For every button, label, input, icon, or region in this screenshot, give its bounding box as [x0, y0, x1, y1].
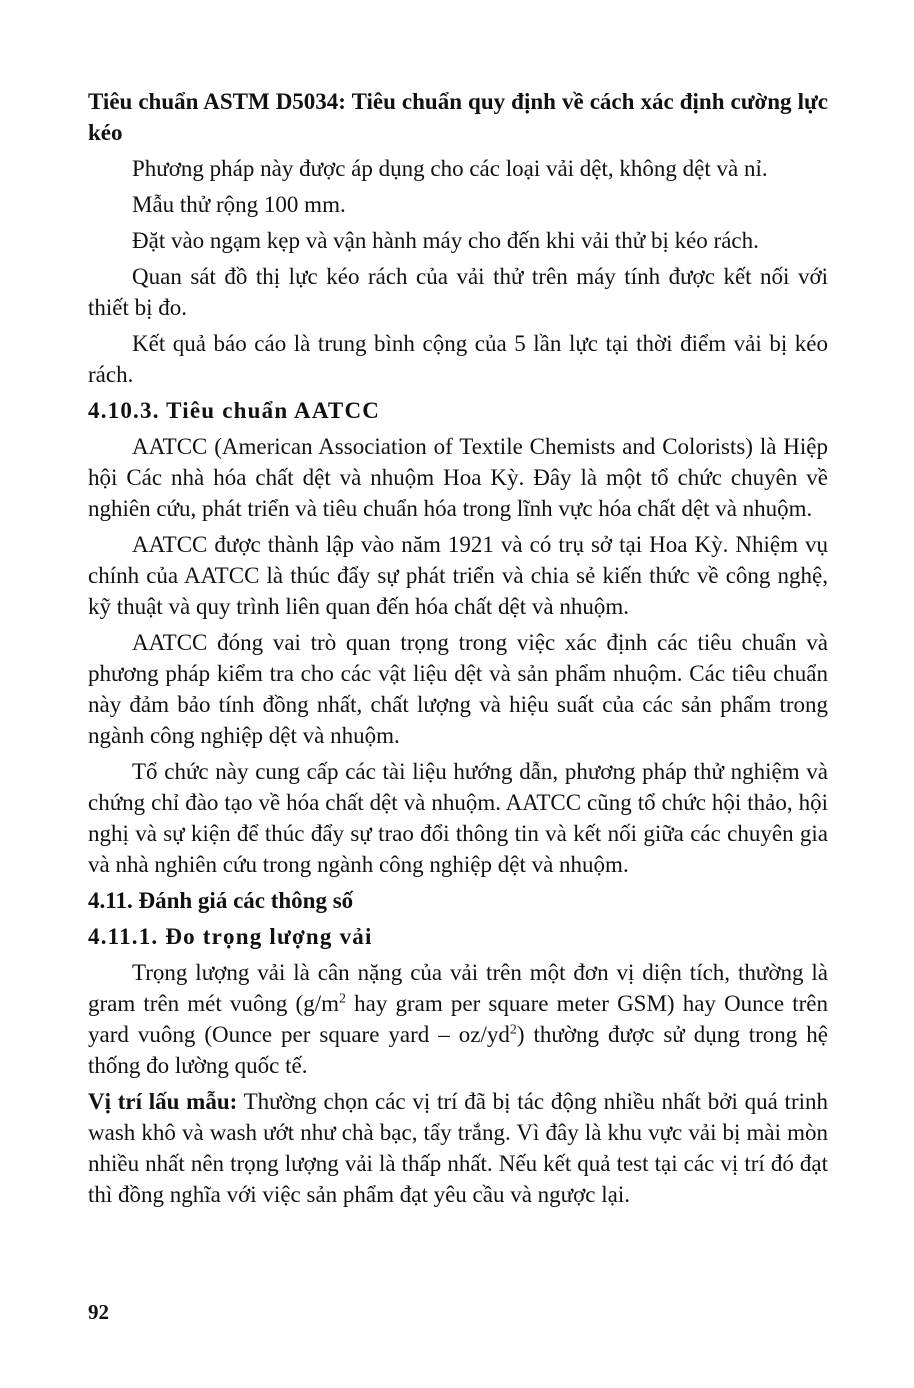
aatcc-paragraph: Tổ chức này cung cấp các tài liệu hướng dẫn, phương pháp thử nghiệm và chứng chỉ đào tạo về hóa chất dệt và nhuộm. AATCC cũng tổ chức hội thảo, hội nghị và sự kiện để thúc đẩy sự trao đổi thông tin và kết nối giữa các chuyên gia và nhà nghiên cứu trong ngành công nghiệp dệt và nhuộm.	[88, 759, 828, 877]
page-number: 92	[88, 1300, 109, 1324]
superscript: 2	[339, 991, 347, 1007]
parameters-heading: 4.11. Đánh giá các thông số	[88, 888, 354, 913]
astm-paragraph: Kết quả báo cáo là trung bình cộng của 5 lần lực tại thời điểm vải bị kéo rách.	[88, 331, 828, 387]
fabric-weight-heading: 4.11.1. Đo trọng lượng vải	[88, 924, 373, 949]
sampling-paragraph	[88, 1086, 828, 1210]
astm-paragraph: Quan sát đồ thị lực kéo rách của vải thử trên máy tính được kết nối với thiết bị đo.	[88, 264, 828, 320]
text-segment: ) thường được sử dụng trong hệ thống đo lường quốc tế.	[88, 1022, 828, 1078]
astm-paragraph: Phương pháp này được áp dụng cho các loại vải dệt, không dệt và nỉ.	[132, 156, 768, 181]
text-segment: hay gram per square meter GSM) hay Ounce trên yard vuông (Ounce per square yard – oz/yd	[88, 991, 828, 1047]
astm-heading: Tiêu chuẩn ASTM D5034: Tiêu chuẩn quy định về cách xác định cường lực kéo	[88, 89, 828, 145]
superscript: 2	[509, 1022, 517, 1038]
aatcc-paragraph: AATCC đóng vai trò quan trọng trong việc xác định các tiêu chuẩn và phương pháp kiểm tra cho các vật liệu dệt và sản phẩm nhuộm. Các tiêu chuẩn này đảm bảo tính đồng nhất, chất lượng và hiệu suất của các sản phẩm trong ngành công nghiệp dệt và nhuộm.	[88, 630, 828, 748]
aatcc-paragraph: AATCC (American Association of Textile Chemists and Colorists) là Hiệp hội Các nhà hóa chất dệt và nhuộm Hoa Kỳ. Đây là một tổ chức chuyên về nghiên cứu, phát triển và tiêu chuẩn hóa trong lĩnh vực hóa chất dệt và nhuộm.	[88, 434, 828, 521]
astm-paragraph: Đặt vào ngạm kẹp và vận hành máy cho đến khi vải thử bị kéo rách.	[132, 228, 759, 253]
aatcc-paragraph: AATCC được thành lập vào năm 1921 và có trụ sở tại Hoa Kỳ. Nhiệm vụ chính của AATCC là thúc đẩy sự phát triển và chia sẻ kiến thức về công nghệ, kỹ thuật và quy trình liên quan đến hóa chất dệt và nhuộm.	[88, 532, 828, 619]
text-segment: Trọng lượng vải là cân nặng của vải trên một đơn vị diện tích, thường là gram trên mét vuông (g/m	[88, 960, 828, 1016]
aatcc-heading: 4.10.3. Tiêu chuẩn AATCC	[88, 398, 381, 423]
page-content	[88, 86, 828, 1215]
fabric-weight-paragraph	[88, 957, 828, 1081]
sampling-label: Vị trí lấu mẫu:	[88, 1089, 238, 1114]
astm-paragraph: Mẫu thử rộng 100 mm.	[132, 192, 346, 217]
sampling-text: Thường chọn các vị trí đã bị tác động nhiều nhất bởi quá trinh wash khô và wash ướt như chà bạc, tẩy trắng. Vì đây là khu vực vải bị mài mòn nhiều nhất nên trọng lượng vải là thấp nhất. Nếu kết quả test tại các vị trí đó đạt thì đồng nghĩa với việc sản phẩm đạt yêu cầu và ngược lại.	[88, 1089, 828, 1207]
